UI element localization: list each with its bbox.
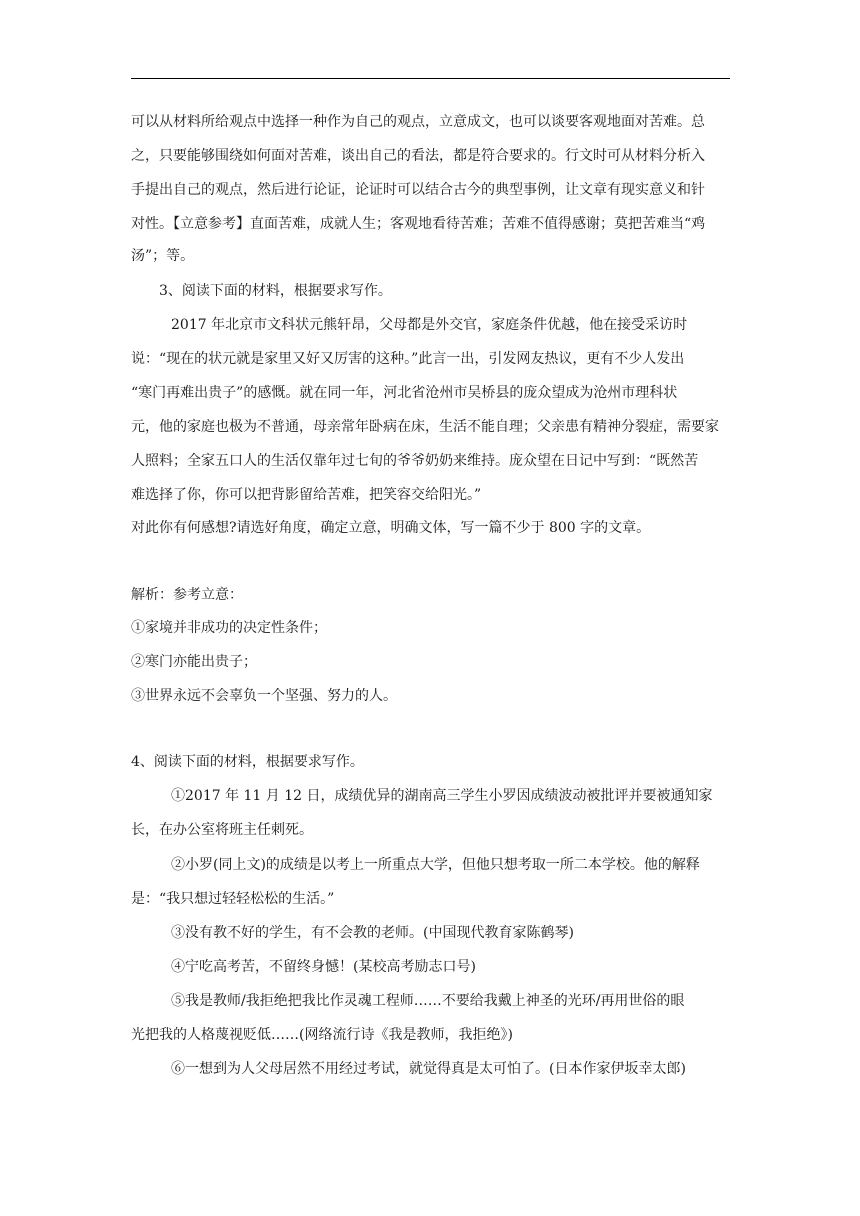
material-item: ①2017 年 11 月 12 日，成绩优异的湖南高三学生小罗因成绩波动被批评并要被通知家 bbox=[171, 788, 713, 804]
paragraph-line: 人照料；全家五口人的生活仅靠年过七旬的爷爷奶奶来维持。庞众望在日记中写到：“既然苦 bbox=[131, 453, 699, 469]
material-item: ④宁吃高考苦，不留终身憾！(某校高考励志口号) bbox=[171, 959, 476, 975]
paragraph-line: 之，只要能够围绕如何面对苦难，谈出自己的看法，都是符合要求的。行文时可从材料分析入 bbox=[131, 148, 705, 164]
paragraph-line: 是：“我只想过轻轻松松的生活。” bbox=[131, 891, 335, 907]
list-item: ①家境并非成功的决定性条件； bbox=[131, 620, 327, 636]
paragraph-line: 手提出自己的观点，然后进行论证，论证时可以结合古今的典型事例，让文章有现实意义和针 bbox=[131, 182, 705, 198]
analysis-heading: 解析：参考立意： bbox=[131, 587, 243, 603]
paragraph-line: “寒门再难出贵子”的感慨。就在同一年，河北省沧州市吴桥县的庞众望成为沧州市理科状 bbox=[131, 385, 678, 401]
header-rule bbox=[131, 78, 730, 79]
paragraph-line: 难选择了你，你可以把背影留给苦难，把笑容交给阳光。” bbox=[131, 487, 482, 503]
paragraph-line: 对性。【立意参考】直面苦难，成就人生；客观地看待苦难；苦难不值得感谢；莫把苦难当“鸡 bbox=[131, 216, 706, 232]
material-item: ⑥一想到为人父母居然不用经过考试，就觉得真是太可怕了。(日本作家伊坂幸太郎) bbox=[171, 1061, 686, 1077]
paragraph-line: 元，他的家庭也极为不普通，母亲常年卧病在床，生活不能自理；父亲患有精神分裂症，需要家 bbox=[131, 419, 719, 435]
paragraph-line: 汤”；等。 bbox=[131, 248, 195, 264]
paragraph-line: 2017 年北京市文科状元熊轩昂，父母都是外交官，家庭条件优越，他在接受采访时 bbox=[171, 317, 688, 333]
material-item: ⑤我是教师/我拒绝把我比作灵魂工程师……不要给我戴上神圣的光环/再用世俗的眼 bbox=[171, 993, 685, 1009]
list-item: ③世界永远不会辜负一个坚强、努力的人。 bbox=[131, 688, 397, 704]
paragraph-line: 可以从材料所给观点中选择一种作为自己的观点，立意成文，也可以谈要客观地面对苦难。总 bbox=[131, 114, 705, 130]
question-heading: 3、阅读下面的材料，根据要求写作。 bbox=[159, 283, 392, 299]
material-item: ③没有教不好的学生，有不会教的老师。(中国现代教育家陈鹤琴) bbox=[171, 925, 574, 941]
paragraph-line: 说：“现在的状元就是家里又好又厉害的这种。”此言一出，引发网友热议，更有不少人发出 bbox=[131, 351, 685, 367]
paragraph-line: 对此你有何感想?请选好角度，确定立意，明确文体，写一篇不少于 800 字的文章。 bbox=[131, 520, 651, 536]
paragraph-line: 长，在办公室将班主任刺死。 bbox=[131, 822, 313, 838]
material-item: ②小罗(同上文)的成绩是以考上一所重点大学，但他只想考取一所二本学校。他的解释 bbox=[171, 857, 700, 873]
list-item: ②寒门亦能出贵子； bbox=[131, 654, 257, 670]
paragraph-line: 光把我的人格蔑视贬低……(网络流行诗《我是教师，我拒绝》) bbox=[131, 1027, 513, 1043]
question-heading: 4、阅读下面的材料，根据要求写作。 bbox=[131, 754, 364, 770]
